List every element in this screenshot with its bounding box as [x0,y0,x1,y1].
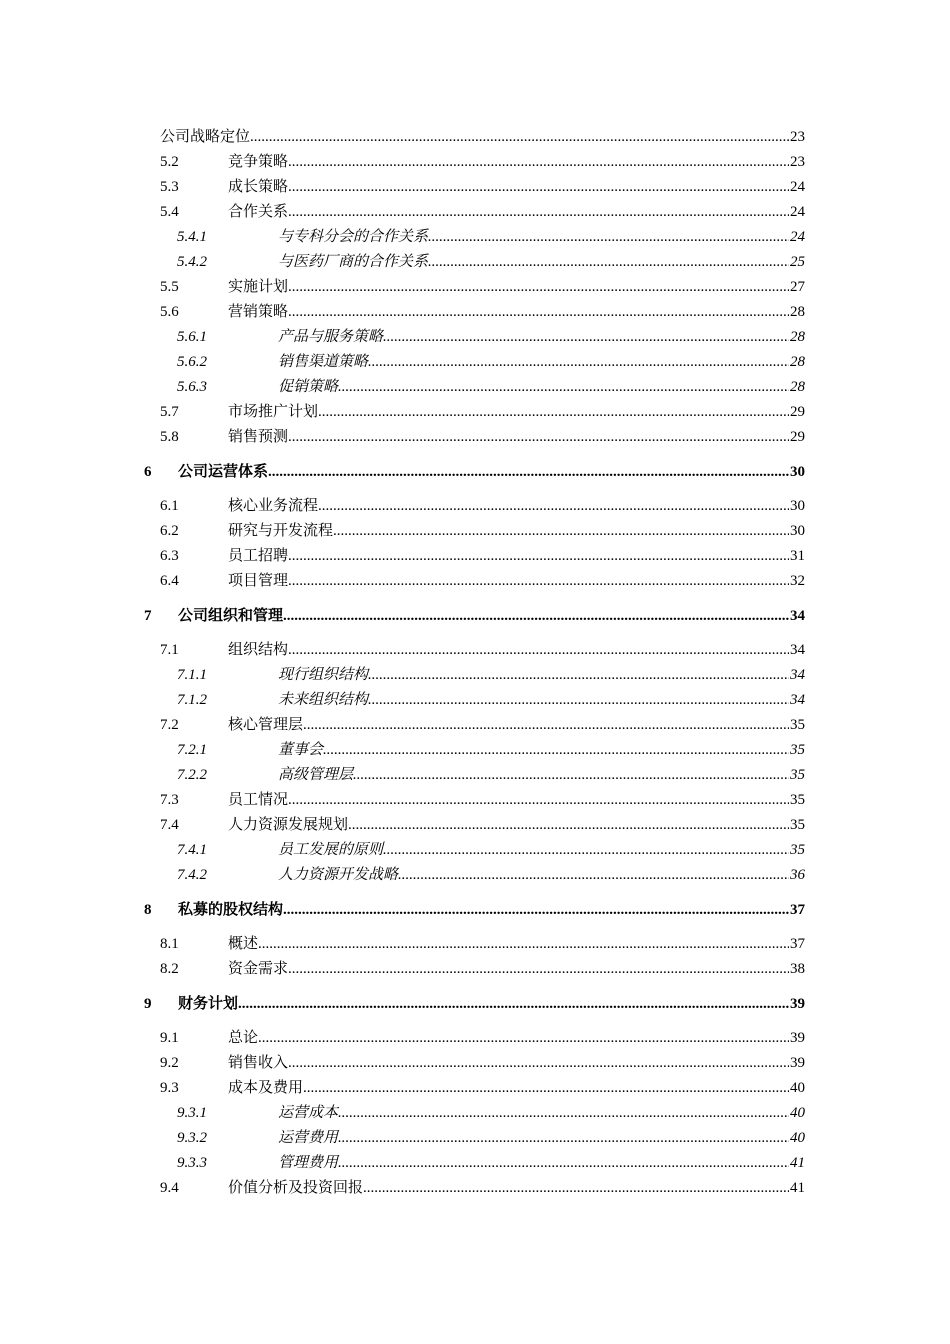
toc-dot-leader [383,839,789,861]
toc-entry-line [228,933,805,955]
toc-entry-line [178,461,805,483]
toc-entry-number: 5.6 [160,304,179,320]
toc-dot-leader [383,326,789,348]
toc-entry-line [278,1127,805,1149]
toc-entry-title: 营销策略 [228,304,289,320]
toc-subsection-entry[interactable] [177,1102,805,1124]
toc-entry-line [228,1052,805,1074]
toc-entry-number: 9.3.2 [177,1130,207,1146]
toc-subsection-entry[interactable] [177,689,805,711]
toc-entry-number: 5.6.2 [177,354,207,370]
toc-entry-line [228,426,805,448]
toc-entry-number: 7 [144,608,152,624]
toc-entry-number: 5.7 [160,404,179,420]
toc-page-number: 24 [790,204,805,220]
toc-page-number: 23 [790,154,805,170]
toc-entry-line [278,326,805,348]
toc-section-entry[interactable] [160,814,805,836]
toc-section-entry[interactable] [160,789,805,811]
toc-dot-leader [250,126,789,148]
toc-entry-title: 私募的股权结构 [178,902,284,918]
toc-dot-leader [333,520,789,542]
toc-section-entry[interactable] [160,301,805,323]
toc-entry-number: 7.1 [160,642,179,658]
toc-entry-line [178,899,805,921]
toc-dot-leader [288,301,789,323]
toc-page-number: 30 [790,523,805,539]
toc-entry-line [228,789,805,811]
toc-dot-leader [368,689,789,711]
toc-section-entry[interactable] [160,933,805,955]
toc-entry-line [278,689,805,711]
toc-entry-title: 人力资源发展规划 [228,817,349,833]
toc-section-entry[interactable] [160,545,805,567]
toc-page-number: 34 [790,667,805,683]
toc-subsection-entry[interactable] [177,326,805,348]
toc-entry-title: 未来组织结构 [278,692,369,708]
toc-entry-title: 资金需求 [228,961,289,977]
toc-page-number: 41 [790,1180,805,1196]
toc-dot-leader [368,664,789,686]
toc-entry-title: 员工招聘 [228,548,289,564]
toc-dot-leader [363,1177,789,1199]
toc-section-entry[interactable] [160,958,805,980]
toc-entry-line [228,714,805,736]
toc-page-number: 36 [790,867,805,883]
toc-entry-line [228,201,805,223]
toc-dot-leader [288,201,789,223]
toc-page-number: 28 [790,354,805,370]
toc-entry-number: 8 [144,902,152,918]
toc-section-entry[interactable] [160,126,805,148]
toc-dot-leader [368,351,789,373]
toc-entry-number: 8.2 [160,961,179,977]
toc-page-number: 29 [790,404,805,420]
toc-entry-title: 核心业务流程 [228,498,319,514]
toc-page-number: 40 [790,1105,805,1121]
toc-entry-title: 运营成本 [278,1105,339,1121]
toc-page-number: 38 [790,961,805,977]
toc-page-number: 30 [790,498,805,514]
toc-page-number: 39 [790,996,805,1012]
toc-page-number: 35 [790,767,805,783]
toc-chapter-entry[interactable] [144,899,805,921]
toc-entry-line [228,151,805,173]
toc-dot-leader [288,958,789,980]
toc-entry-title: 总论 [228,1030,259,1046]
toc-section-entry[interactable] [160,426,805,448]
toc-subsection-entry[interactable] [177,739,805,761]
toc-entry-title: 成长策略 [228,179,289,195]
toc-dot-leader [283,899,789,921]
toc-subsection-entry[interactable] [177,351,805,373]
toc-dot-leader [238,993,789,1015]
toc-dot-leader [338,1127,789,1149]
toc-page-number: 31 [790,548,805,564]
toc-section-entry[interactable] [160,1077,805,1099]
toc-section-entry[interactable] [160,176,805,198]
toc-dot-leader [428,251,789,273]
toc-chapter-entry[interactable] [144,605,805,627]
toc-page-number: 35 [790,742,805,758]
toc-entry-number: 5.6.3 [177,379,207,395]
toc-section-entry[interactable] [160,570,805,592]
toc-entry-number: 6.2 [160,523,179,539]
toc-dot-leader [428,226,789,248]
toc-entry-number: 9.3 [160,1080,179,1096]
toc-entry-title: 研究与开发流程 [228,523,334,539]
toc-dot-leader [288,1052,789,1074]
toc-entry-line [228,545,805,567]
toc-dot-leader [283,605,789,627]
toc-page-number: 30 [790,464,805,480]
toc-entry-title: 高级管理层 [278,767,354,783]
toc-entry-line [178,993,805,1015]
toc-entry-line [278,864,805,886]
toc-dot-leader [348,814,789,836]
toc-entry-number: 5.2 [160,154,179,170]
toc-page-number: 40 [790,1080,805,1096]
toc-entry-number: 5.5 [160,279,179,295]
toc-page-number: 41 [790,1155,805,1171]
toc-entry-number: 7.3 [160,792,179,808]
toc-page-number: 37 [790,936,805,952]
toc-section-entry[interactable] [160,151,805,173]
toc-entry-number: 7.2 [160,717,179,733]
toc-page-number: 28 [790,379,805,395]
toc-subsection-entry[interactable] [177,864,805,886]
toc-entry-number: 5.4.1 [177,229,207,245]
toc-entry-title: 销售收入 [228,1055,289,1071]
toc-entry-line [228,958,805,980]
toc-entry-line [278,1102,805,1124]
toc-entry-line [178,605,805,627]
toc-entry-title: 成本及费用 [228,1080,304,1096]
toc-entry-number: 9.3.1 [177,1105,207,1121]
toc-entry-title: 与医药厂商的合作关系 [278,254,429,270]
toc-section-entry[interactable] [160,1177,805,1199]
toc-entry-title: 促销策略 [278,379,339,395]
toc-entry-title: 公司组织和管理 [178,608,284,624]
toc-section-entry[interactable] [160,401,805,423]
toc-section-entry[interactable] [160,1052,805,1074]
toc-page-number: 34 [790,608,805,624]
toc-entry-line [278,1152,805,1174]
toc-subsection-entry[interactable] [177,664,805,686]
toc-section-entry[interactable] [160,639,805,661]
toc-entry-line [228,639,805,661]
toc-dot-leader [318,495,789,517]
toc-page-number: 24 [790,179,805,195]
toc-page-number: 35 [790,842,805,858]
toc-subsection-entry[interactable] [177,764,805,786]
toc-entry-title: 概述 [228,936,259,952]
toc-entry-line [278,351,805,373]
toc-entry-title: 人力资源开发战略 [278,867,399,883]
toc-entry-title: 项目管理 [228,573,289,589]
toc-entry-title: 公司运营体系 [178,464,269,480]
toc-dot-leader [323,739,789,761]
toc-entry-line [228,520,805,542]
toc-entry-title: 实施计划 [228,279,289,295]
toc-subsection-entry[interactable] [177,1127,805,1149]
toc-entry-title: 竞争策略 [228,154,289,170]
toc-entry-number: 9.3.3 [177,1155,207,1171]
toc-entry-title: 价值分析及投资回报 [228,1180,364,1196]
toc-entry-number: 5.4 [160,204,179,220]
toc-entry-number: 6.4 [160,573,179,589]
toc-entry-title: 公司战略定位 [160,129,251,145]
toc-page-number: 23 [790,129,805,145]
toc-entry-number: 5.3 [160,179,179,195]
toc-section-entry[interactable] [160,201,805,223]
toc-entry-title: 销售预测 [228,429,289,445]
toc-page-number: 35 [790,717,805,733]
toc-entry-title: 产品与服务策略 [278,329,384,345]
toc-entry-number: 7.2.2 [177,767,207,783]
toc-entry-line [228,814,805,836]
toc-entry-line [278,839,805,861]
toc-entry-number: 7.4 [160,817,179,833]
toc-dot-leader [258,933,789,955]
toc-entry-line [228,1027,805,1049]
toc-page-number: 28 [790,304,805,320]
toc-section-entry[interactable] [160,495,805,517]
toc-entry-number: 6.1 [160,498,179,514]
toc-entry-line [278,251,805,273]
toc-dot-leader [288,545,789,567]
toc-entry-number: 6 [144,464,152,480]
toc-chapter-entry[interactable] [144,993,805,1015]
toc-entry-title: 财务计划 [178,996,239,1012]
toc-subsection-entry[interactable] [177,376,805,398]
toc-page-number: 24 [790,229,805,245]
toc-entry-line [278,226,805,248]
toc-entry-number: 9.4 [160,1180,179,1196]
toc-entry-number: 7.1.2 [177,692,207,708]
toc-dot-leader [288,151,789,173]
toc-entry-line [160,126,805,148]
toc-entry-number: 5.4.2 [177,254,207,270]
toc-dot-leader [288,789,789,811]
toc-subsection-entry[interactable] [177,226,805,248]
toc-entry-line [278,376,805,398]
toc-dot-leader [398,864,789,886]
toc-page-number: 28 [790,329,805,345]
toc-entry-number: 8.1 [160,936,179,952]
toc-page-number: 34 [790,642,805,658]
toc-entry-line [228,401,805,423]
toc-subsection-entry[interactable] [177,251,805,273]
toc-entry-title: 董事会 [278,742,324,758]
toc-entry-number: 5.6.1 [177,329,207,345]
toc-entry-line [278,664,805,686]
toc-page-number: 35 [790,792,805,808]
toc-page-number: 25 [790,254,805,270]
toc-entry-line [228,1177,805,1199]
toc-subsection-entry[interactable] [177,839,805,861]
toc-section-entry[interactable] [160,520,805,542]
toc-entry-number: 9.1 [160,1030,179,1046]
toc-dot-leader [288,426,789,448]
toc-dot-leader [288,639,789,661]
toc-entry-line [278,764,805,786]
toc-dot-leader [258,1027,789,1049]
toc-dot-leader [338,1152,789,1174]
toc-entry-line [228,495,805,517]
toc-entry-number: 6.3 [160,548,179,564]
toc-dot-leader [303,1077,789,1099]
toc-page-number: 29 [790,429,805,445]
toc-page-number: 39 [790,1055,805,1071]
toc-dot-leader [268,461,789,483]
toc-entry-number: 7.1.1 [177,667,207,683]
toc-page-number: 27 [790,279,805,295]
toc-entry-title: 核心管理层 [228,717,304,733]
toc-entry-number: 9.2 [160,1055,179,1071]
toc-dot-leader [353,764,789,786]
toc-dot-leader [303,714,789,736]
toc-entry-title: 现行组织结构 [278,667,369,683]
toc-section-entry[interactable] [160,714,805,736]
toc-entry-title: 员工发展的原则 [278,842,384,858]
toc-page-number: 40 [790,1130,805,1146]
toc-section-entry[interactable] [160,1027,805,1049]
toc-subsection-entry[interactable] [177,1152,805,1174]
toc-entry-number: 7.4.2 [177,867,207,883]
toc-entry-title: 与专科分会的合作关系 [278,229,429,245]
toc-dot-leader [338,1102,789,1124]
toc-dot-leader [338,376,789,398]
toc-page-number: 34 [790,692,805,708]
toc-page-number: 32 [790,573,805,589]
toc-page-number: 35 [790,817,805,833]
toc-page-number: 39 [790,1030,805,1046]
toc-page-number: 37 [790,902,805,918]
toc-dot-leader [288,570,789,592]
toc-entry-title: 员工情况 [228,792,289,808]
toc-dot-leader [318,401,789,423]
toc-entry-line [228,176,805,198]
toc-dot-leader [288,276,789,298]
toc-entry-title: 合作关系 [228,204,289,220]
toc-entry-line [228,570,805,592]
toc-chapter-entry[interactable] [144,461,805,483]
toc-entry-line [228,1077,805,1099]
toc-entry-number: 7.2.1 [177,742,207,758]
toc-entry-line [228,301,805,323]
toc-entry-number: 7.4.1 [177,842,207,858]
toc-entry-title: 管理费用 [278,1155,339,1171]
toc-dot-leader [288,176,789,198]
toc-entry-line [228,276,805,298]
toc-entry-line [278,739,805,761]
toc-entry-title: 组织结构 [228,642,289,658]
toc-entry-number: 9 [144,996,152,1012]
toc-entry-number: 5.8 [160,429,179,445]
toc-section-entry[interactable] [160,276,805,298]
toc-entry-title: 市场推广计划 [228,404,319,420]
toc-entry-title: 销售渠道策略 [278,354,369,370]
toc-entry-title: 运营费用 [278,1130,339,1146]
